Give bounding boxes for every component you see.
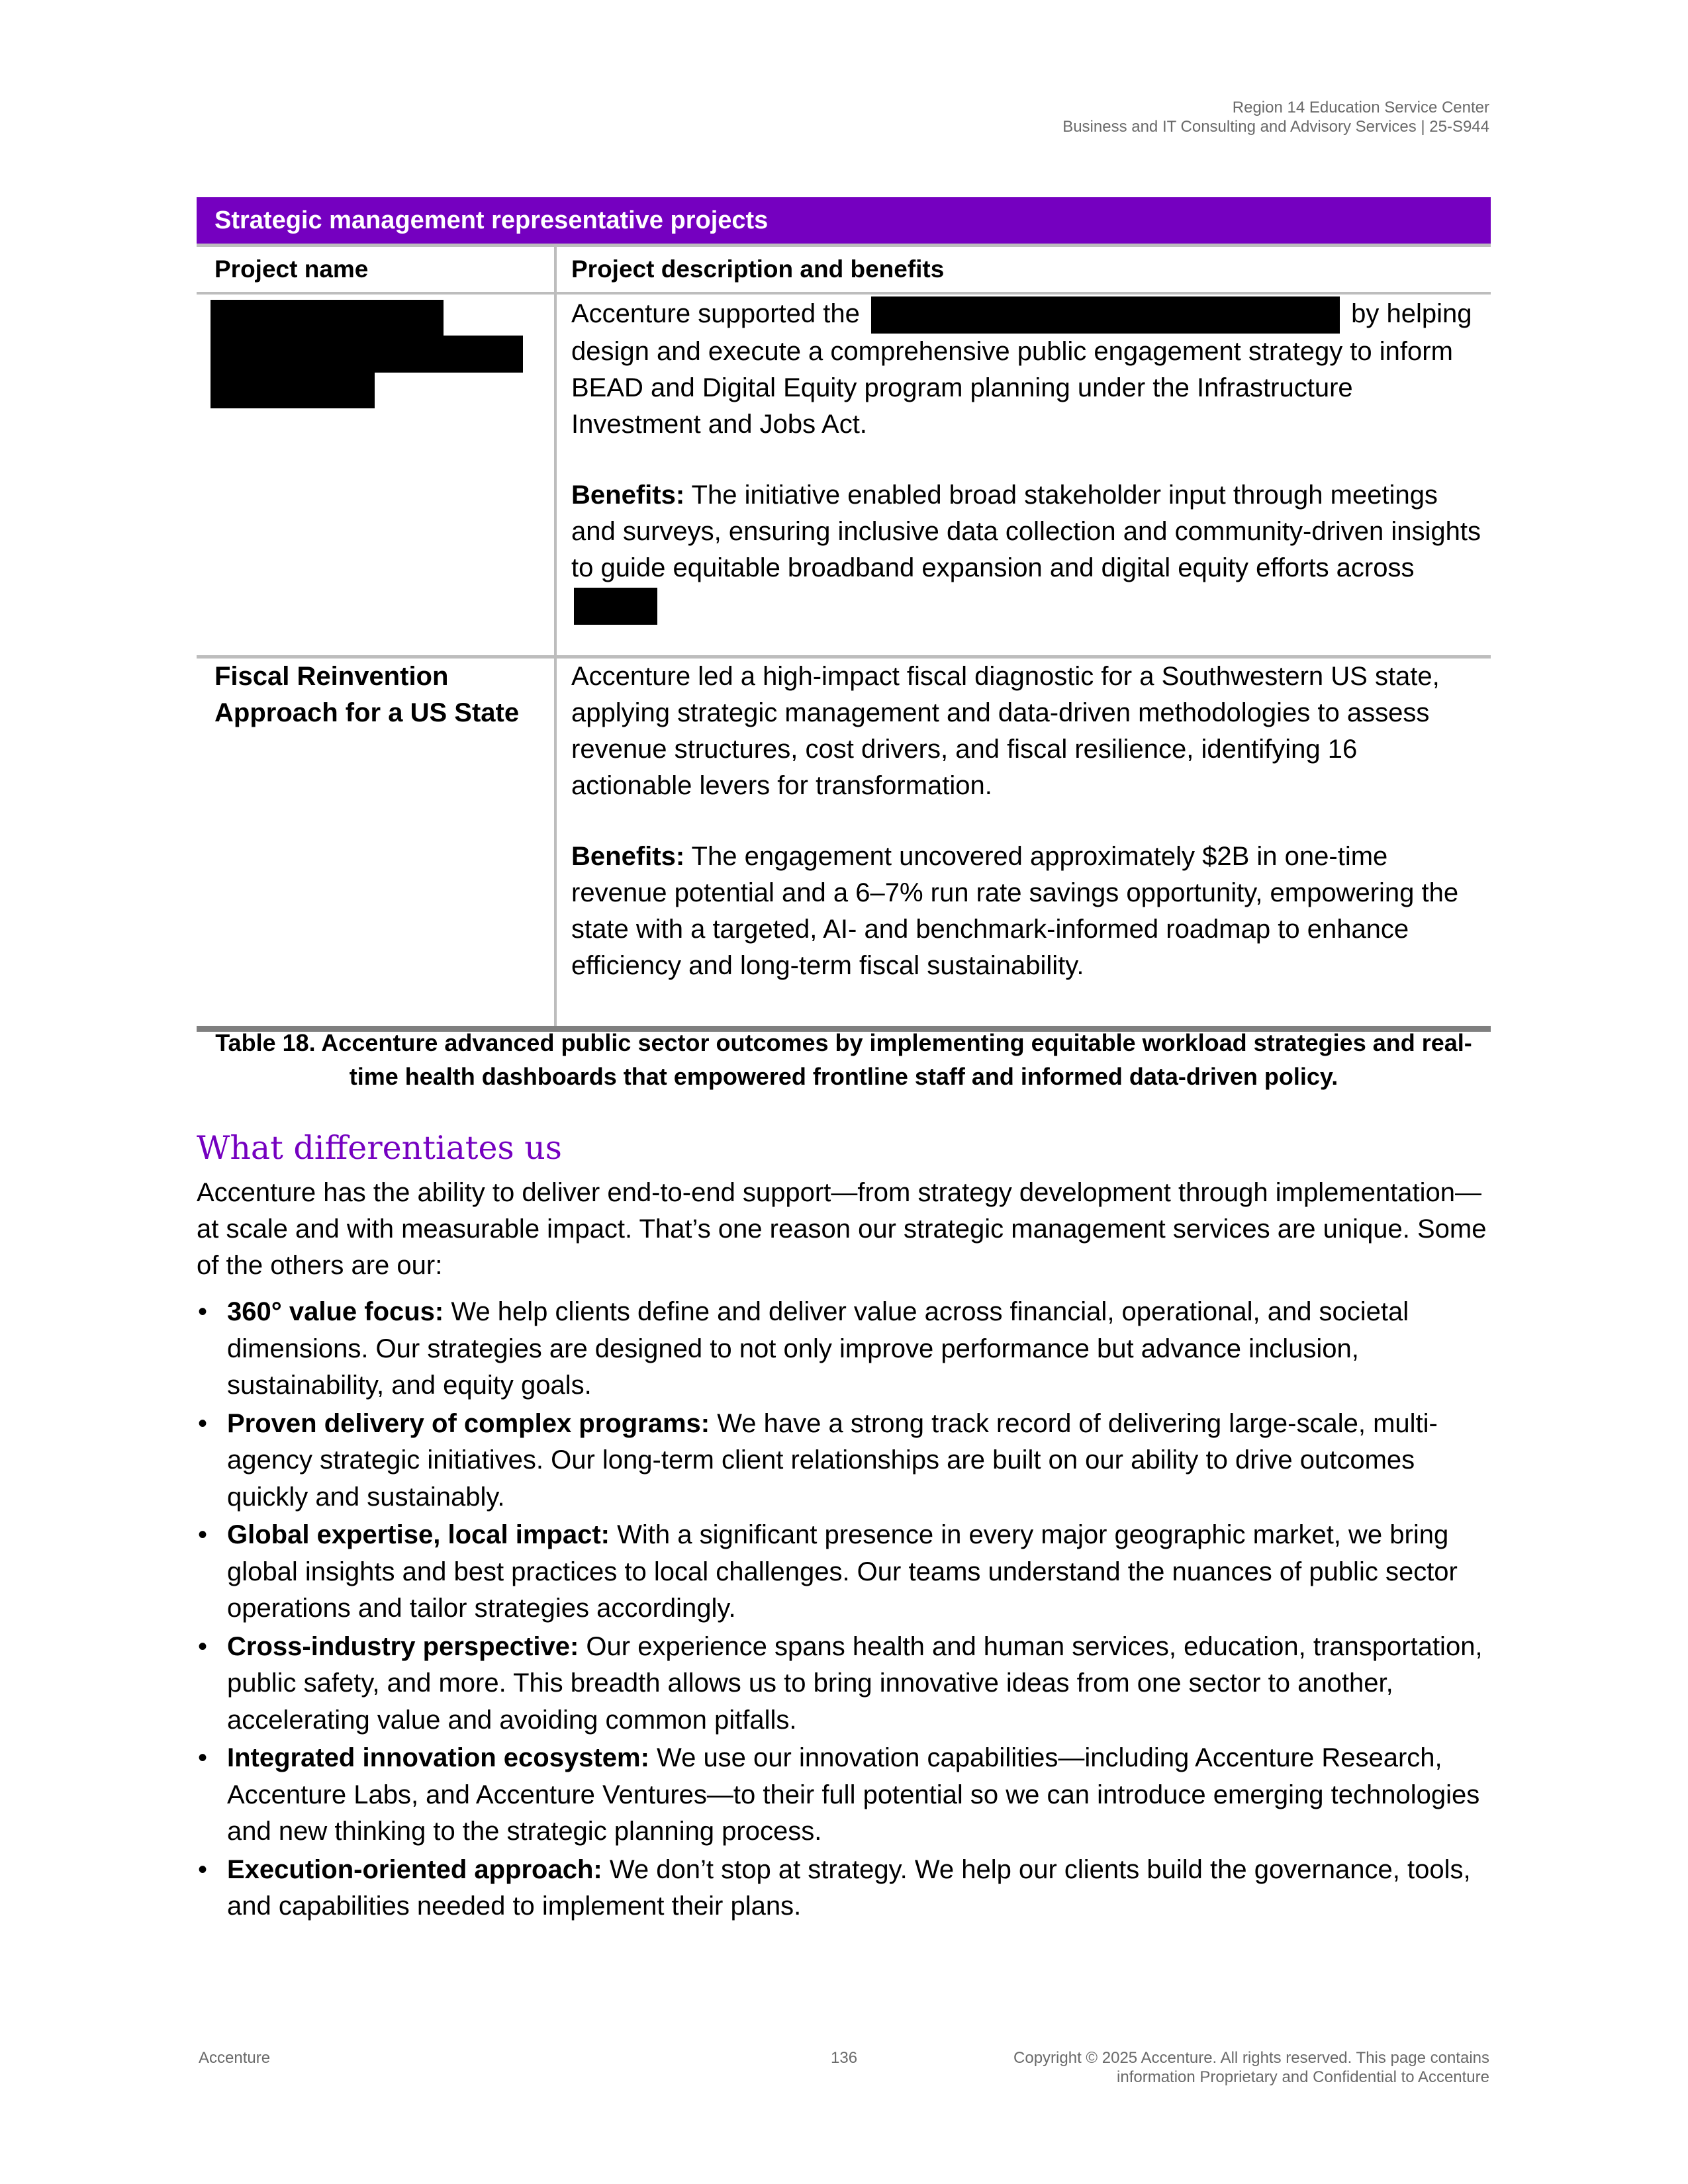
project-benefits bbox=[571, 839, 1484, 984]
section-heading: What differentiates us bbox=[197, 1129, 562, 1167]
redaction-block bbox=[214, 295, 554, 427]
column-header-project-name: Project name bbox=[197, 247, 557, 292]
page-header bbox=[1062, 98, 1489, 136]
copyright-line: Copyright © 2025 Accenture. All rights reserved. This page contains bbox=[1013, 2049, 1489, 2067]
project-name: Fiscal Reinvention Approach for a US State bbox=[214, 662, 520, 727]
footer-company: Accenture bbox=[199, 2049, 271, 2067]
project-description-cell bbox=[557, 659, 1491, 1026]
bullet-icon: • bbox=[198, 1743, 208, 1772]
item-text: We use our innovation capabilities—including Accenture Research, Accenture Labs, and Accenture Ventures—to their full potential so we can introduce emerging technologies and new thinking to the strategic planning process. bbox=[227, 1743, 1480, 1846]
page-number: 136 bbox=[831, 2049, 858, 2067]
item-label: Cross-industry perspective: bbox=[227, 1631, 579, 1661]
project-name-cell bbox=[197, 659, 557, 1026]
list-item bbox=[197, 1406, 1494, 1516]
table-title: Strategic management representative projects bbox=[197, 197, 1491, 247]
item-text: We help clients define and deliver value across financial, operational, and societal dimensions. Our strategies are designed to not only improve performance but advance inclusion, sustainability, and equity goals. bbox=[227, 1297, 1409, 1400]
benefits-text: The engagement uncovered approximately $2B in one-time revenue potential and a 6–7% run rate savings opportunity, empowering the state with a targeted, AI- and benchmark-informed roadmap to enhance efficiency and long-term fiscal sustainability. bbox=[571, 842, 1459, 980]
table-header-row bbox=[197, 247, 1491, 295]
list-item bbox=[197, 1294, 1494, 1404]
bullet-icon: • bbox=[198, 1297, 208, 1326]
header-contract: Business and IT Consulting and Advisory Services | 25-S944 bbox=[1062, 118, 1489, 136]
item-label: 360° value focus: bbox=[227, 1297, 444, 1326]
item-text: We don’t stop at strategy. We help our clients build the governance, tools, and capabilities needed to implement their plans. bbox=[227, 1854, 1471, 1921]
footer-copyright bbox=[1013, 2048, 1489, 2087]
redaction-block bbox=[871, 296, 1340, 334]
item-text: We have a strong track record of delivering large-scale, multi-agency strategic initiatives. Our long-term client relationships are built on our ability to drive outcomes quickly and sustainably. bbox=[227, 1408, 1438, 1512]
table-row bbox=[197, 295, 1491, 659]
item-label: Execution-oriented approach: bbox=[227, 1854, 602, 1884]
project-benefits bbox=[571, 477, 1484, 624]
project-description: Accenture led a high-impact fiscal diagnostic for a Southwestern US state, applying strategic management and data-driven methodologies to assess revenue structures, cost drivers, and fiscal resilience, identifying 16 actionable levers for transformation. bbox=[571, 662, 1440, 800]
differentiators-list bbox=[197, 1294, 1494, 1927]
table-caption: Table 18. Accenture advanced public sector outcomes by implementing equitable workload strategies and real-time health dashboards that empowered frontline staff and informed data-driven policy. bbox=[215, 1029, 1472, 1090]
section-intro: Accenture has the ability to deliver end-to-end support—from strategy development through implementation—at scale and with measurable impact. That’s one reason our strategic management services are unique. Some of the others are our: bbox=[197, 1178, 1487, 1280]
list-item bbox=[197, 1629, 1494, 1739]
description-text-start: Accenture supported the bbox=[571, 299, 860, 328]
copyright-line: information Proprietary and Confidential to Accenture bbox=[1117, 2068, 1489, 2086]
bullet-icon: • bbox=[198, 1408, 208, 1438]
item-text: Our experience spans health and human services, education, transportation, public safety, and more. This breadth allows us to bring innovative ideas from one sector to another, accelerating value and avoiding common pitfalls. bbox=[227, 1631, 1483, 1735]
item-label: Integrated innovation ecosystem: bbox=[227, 1743, 649, 1772]
benefits-label: Benefits: bbox=[571, 842, 685, 871]
list-item bbox=[197, 1740, 1494, 1850]
bullet-icon: • bbox=[198, 1631, 208, 1661]
list-item bbox=[197, 1852, 1494, 1925]
item-label: Proven delivery of complex programs: bbox=[227, 1408, 710, 1438]
item-text: With a significant presence in every major geographic market, we bring global insights and best practices to local challenges. Our teams understand the nuances of public sector operations and tailor strategies accordingly. bbox=[227, 1520, 1458, 1623]
description-text-end: by helping design and execute a comprehensive public engagement strategy to inform BEAD and Digital Equity program planning under the Infrastructure Investment and Jobs Act. bbox=[571, 299, 1472, 439]
item-label: Global expertise, local impact: bbox=[227, 1520, 610, 1549]
bullet-icon: • bbox=[198, 1520, 208, 1549]
table-row bbox=[197, 659, 1491, 1032]
benefits-label: Benefits: bbox=[571, 480, 685, 510]
project-name-cell bbox=[197, 295, 557, 655]
project-description bbox=[571, 296, 1484, 443]
list-item bbox=[197, 1517, 1494, 1627]
bullet-icon: • bbox=[198, 1854, 208, 1884]
redaction-block bbox=[574, 588, 657, 625]
projects-table bbox=[197, 197, 1491, 1032]
project-description-cell bbox=[557, 295, 1491, 655]
benefits-text: The initiative enabled broad stakeholder input through meetings and surveys, ensuring inclusive data collection and community-driven insights to guide equitable broadband expansion and digital equity efforts across bbox=[571, 480, 1481, 583]
column-header-description: Project description and benefits bbox=[571, 255, 945, 283]
header-organization: Region 14 Education Service Center bbox=[1232, 99, 1489, 116]
